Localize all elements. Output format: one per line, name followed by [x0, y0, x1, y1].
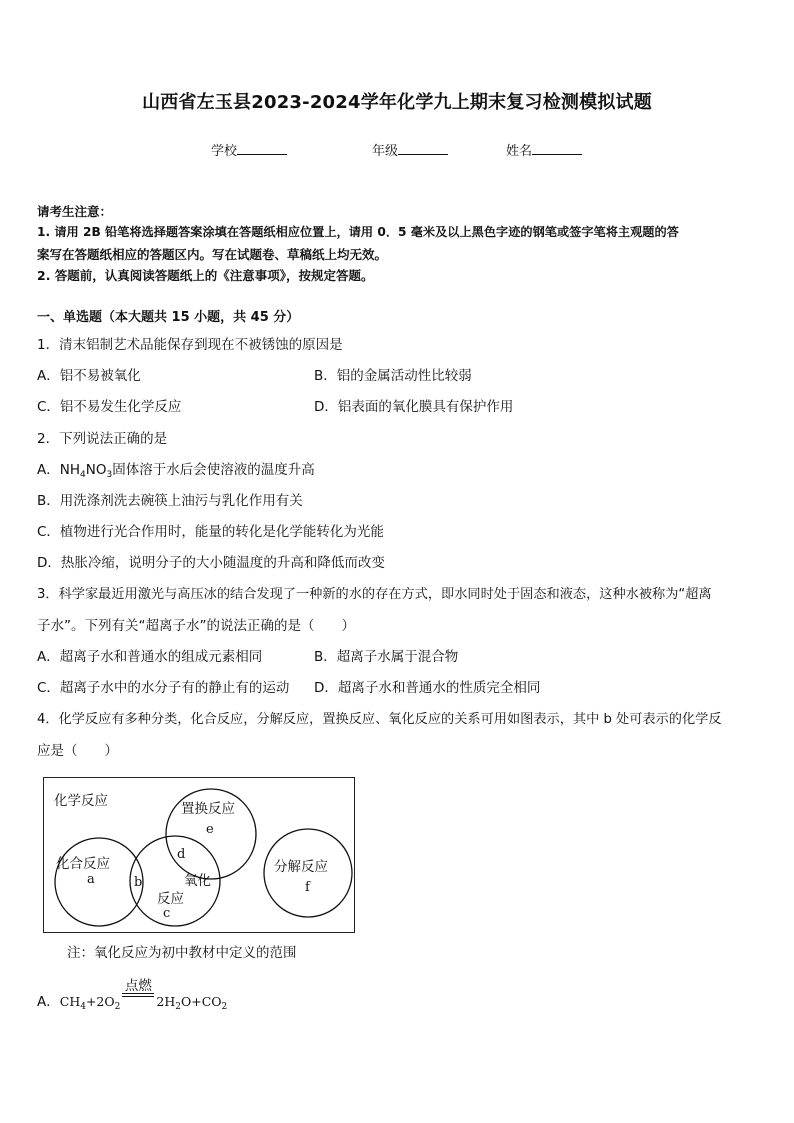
reaction-venn-diagram [43, 777, 355, 933]
q2-option-b[interactable]: B．用洗涤剂洗去碗筷上油污与乳化作用有关 [37, 493, 303, 509]
name-field[interactable] [506, 140, 582, 159]
notice-heading: 请考生注意： [37, 204, 113, 219]
displacement-label: 置换反应 [181, 801, 235, 817]
notice-line-1b: 案写在答题纸相应的答题区内。写在试题卷、草稿纸上均无效。 [37, 247, 388, 262]
double-line [122, 993, 154, 997]
region-a: a [87, 872, 95, 887]
formula-o2: +2O [85, 994, 115, 1009]
grade-label: 年级 [372, 144, 399, 159]
q4-stem-line-1: 4．化学反应有多种分类，化合反应，分解反应，置换反应、氧化反应的关系可用如图表示，其中 b 处可表示的化学反 [37, 712, 722, 727]
formula-h2o: 2H [156, 994, 176, 1009]
q2-a-sub1: 4 [80, 470, 86, 480]
q3-option-a[interactable]: A．超离子水和普通水的组成元素相同 [37, 649, 263, 665]
decomposition-label: 分解反应 [274, 859, 328, 875]
region-d: d [177, 847, 186, 862]
q2-a-text: 固体溶于水后会使溶液的温度升高 [112, 462, 315, 478]
school-label: 学校 [211, 144, 238, 159]
q2-a-mid: NO [85, 462, 107, 478]
section-heading: 一、单选题（本大题共 15 小题，共 45 分） [37, 310, 300, 325]
chemical-reaction-label: 化学反应 [54, 793, 108, 809]
page-title: 山西省左玉县2023-2024学年化学九上期末复习检测模拟试题 [142, 92, 652, 113]
region-b: b [134, 875, 143, 890]
q2-a-prefix: A．NH [37, 462, 80, 478]
formula-ch4: CH [59, 994, 81, 1009]
q3-stem-line-1: 3．科学家最近用激光与高压冰的结合发现了一种新的水的存在方式，即水同时处于固态和液态，这种水被称为“超离 [37, 587, 712, 602]
q1-option-b[interactable]: B．铝的金属活动性比较弱 [314, 368, 472, 384]
q2-option-d[interactable]: D．热胀冷缩，说明分子的大小随温度的升高和降低而改变 [37, 555, 385, 571]
formula-co2-sub: 2 [221, 1002, 228, 1012]
formula-co2: O+CO [180, 994, 222, 1009]
grade-blank[interactable] [398, 142, 448, 155]
region-c: c [163, 906, 171, 921]
notice-line-2: 2. 答题前，认真阅读答题纸上的《注意事项》，按规定答题。 [37, 268, 374, 283]
formula-h2o-sub: 2 [175, 1002, 181, 1012]
name-blank[interactable] [532, 142, 582, 155]
figure-caption: 注：氧化反应为初中教材中定义的范围 [67, 945, 297, 961]
venn-svg [43, 777, 355, 933]
q4-option-a[interactable] [37, 978, 228, 1012]
q4-stem-line-2: 应是（ ） [37, 743, 118, 759]
reaction-arrow [120, 978, 156, 1006]
oxidation-label-2: 反应 [157, 891, 184, 907]
q1-stem: 1．清末铝制艺术品能保存到现在不被锈蚀的原因是 [37, 337, 343, 353]
school-blank[interactable] [237, 142, 287, 155]
region-e: e [206, 822, 214, 837]
oxidation-label-1: 氧化 [184, 873, 211, 889]
grade-field[interactable] [372, 140, 448, 159]
q3-option-c[interactable]: C．超离子水中的水分子有的静止有的运动 [37, 680, 290, 696]
combination-label: 化合反应 [56, 856, 110, 872]
q3-option-b[interactable]: B．超离子水属于混合物 [314, 649, 459, 665]
q1-option-a[interactable]: A．铝不易被氧化 [37, 368, 141, 384]
school-field[interactable] [211, 140, 287, 159]
reaction-condition: 点燃 [124, 978, 152, 994]
formula-o2-sub: 2 [114, 1002, 121, 1012]
q3-stem-line-2: 子水”。下列有关“超离子水”的说法正确的是（ ） [37, 618, 355, 634]
region-f: f [305, 880, 310, 895]
notice-line-1a: 1. 请用 2B 铅笔将选择题答案涂填在答题纸相应位置上，请用 0．5 毫米及以上黑色字迹的钢笔或签字笔将主观题的答 [37, 225, 679, 239]
q2-option-c[interactable]: C．植物进行光合作用时，能量的转化是化学能转化为光能 [37, 524, 384, 540]
q2-stem: 2．下列说法正确的是 [37, 431, 168, 447]
q3-option-d[interactable]: D．超离子水和普通水的性质完全相同 [314, 680, 541, 696]
q4-a-prefix: A． [37, 994, 60, 1010]
q2-a-sub2: 3 [106, 470, 113, 480]
q2-option-a[interactable] [37, 458, 315, 480]
formula-ch4-sub: 4 [80, 1002, 86, 1012]
q1-option-d[interactable]: D．铝表面的氧化膜具有保护作用 [314, 399, 514, 415]
name-label: 姓名 [506, 144, 533, 159]
q1-option-c[interactable]: C．铝不易发生化学反应 [37, 399, 182, 415]
